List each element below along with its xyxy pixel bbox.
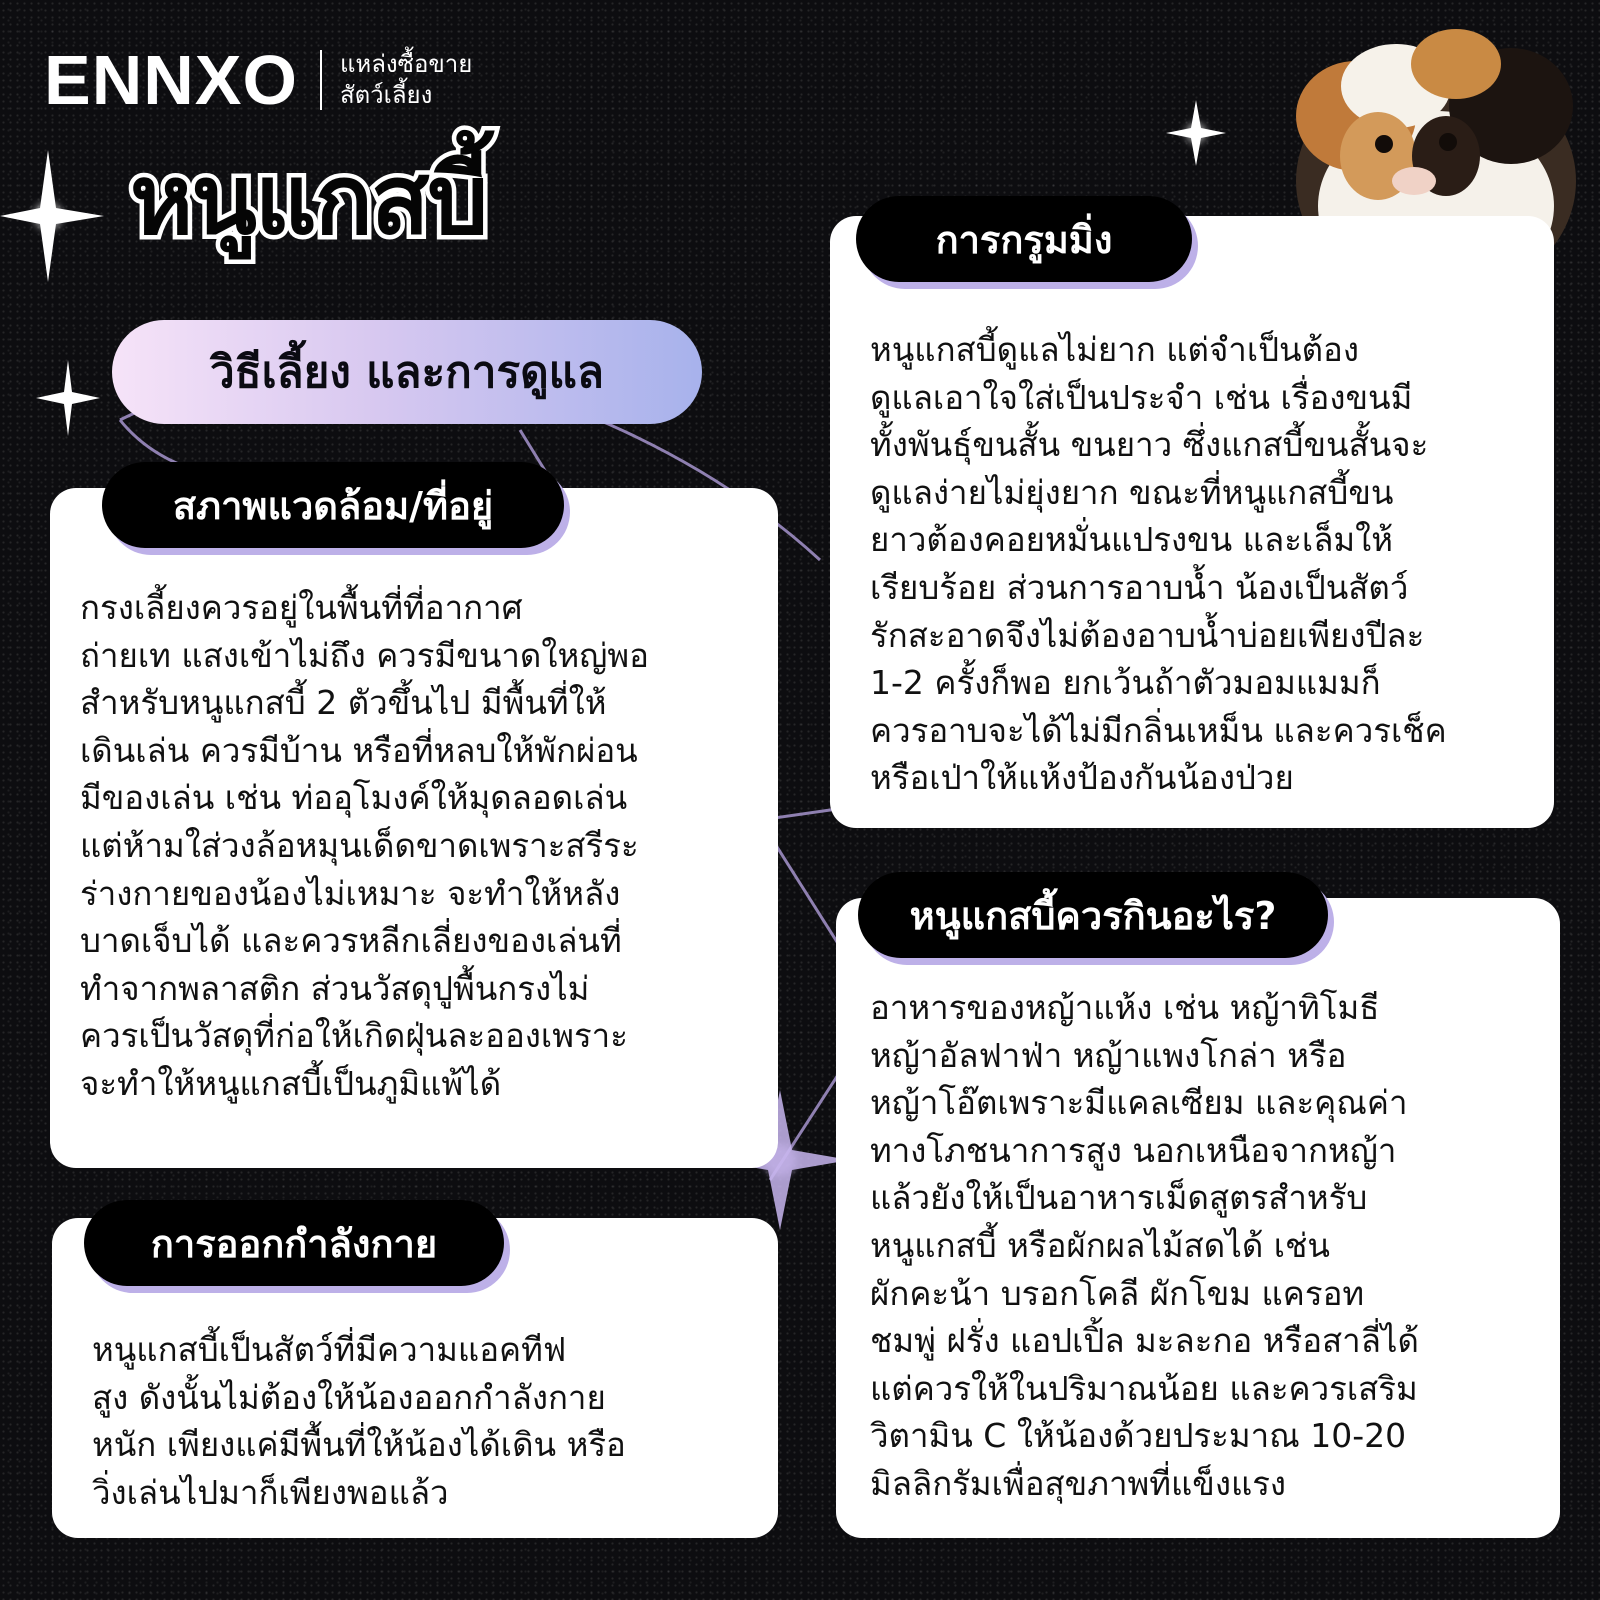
grooming-text: หนูแกสบี้ดูแลไม่ยาก แต่จำเป็นต้อง ดูแลเอาใจใส่เป็นประจำ เช่น เรื่องขนมี ทั้งพันธุ์ขนสั้น ขนยาว ซึ่งแกสบี้ขนสั้นจะ ดูแลง่ายไม่ยุ่งยาก ขณะที่หนูแกสบี้ขน ยาวต้องคอยหมั่นแปรงขน และเล็มให้ เรียบร้อย ส่วนการอาบน้ำ น้องเป็นสัตว์ รักสะอาดจึงไม่ต้องอาบน้ำบ่อยเพียงปีละ 1-2 ครั้งก็พอ ยกเว้นถ้าตัวมอมแมมก็ ควรอาบจะได้ไม่มีกลิ่นเหม็น และควรเช็ค หรือเป่าให้แห้งป้องกันน้องป่วย bbox=[870, 330, 1447, 798]
page-title: หนูแกสบี้ bbox=[130, 144, 487, 256]
exercise-text: หนูแกสบี้เป็นสัตว์ที่มีความแอคทีฟ สูง ดังนั้นไม่ต้องให้น้องออกกำลังกาย หนัก เพียงแค่มีพื้นที่ให้น้องได้เดิน หรือ วิ่งเล่นไปมาก็เพียงพอแล้ว bbox=[92, 1330, 626, 1512]
habitat-label: สภาพแวดล้อม/ที่อยู่ bbox=[102, 462, 564, 548]
exercise-label: การออกกำลังกาย bbox=[84, 1200, 504, 1286]
brand-tagline-line2: สัตว์เลี้ยง bbox=[339, 81, 433, 109]
brand-logo: ENNXO bbox=[44, 41, 298, 119]
food-label: หนูแกสบี้ควรกินอะไร? bbox=[858, 872, 1328, 958]
brand-divider bbox=[320, 50, 322, 110]
habitat-text: กรงเลี้ยงควรอยู่ในพื้นที่ที่อากาศ ถ่ายเท แสงเข้าไม่ถึง ควรมีขนาดใหญ่พอ สำหรับหนูแกสบี้ 2 ตัวขึ้นไป มีพื้นที่ให้ เดินเล่น ควรมีบ้าน หรือที่หลบให้พักผ่อน มีของเล่น เช่น ท่ออุโมงค์ให้มุดลอดเล่น แต่ห้ามใส่วงล้อหมุนเด็ดขาดเพราะสรีระ ร่างกายของน้องไม่เหมาะ จะทำให้หลัง บาดเจ็บได้ และควรหลีกเลี่ยงของเล่นที่ ทำจากพลาสติก ส่วนวัสดุปูพื้นกรงไม่ ควรเป็นวัสดุที่ก่อให้เกิดฝุ่นละอองเพราะ จะทำให้หนูแกสบี้เป็นภูมิแพ้ได้ bbox=[80, 588, 649, 1103]
grooming-label: การกรูมมิ่ง bbox=[856, 196, 1192, 282]
brand-header bbox=[44, 40, 472, 120]
brand-tagline bbox=[340, 49, 472, 111]
food-text: อาหารของหญ้าแห้ง เช่น หญ้าทิโมธี หญ้าอัลฟาฟ่า หญ้าแพงโกล่า หรือ หญ้าโอ๊ตเพราะมีแคลเซียม และคุณค่า ทางโภชนาการสูง นอกเหนือจากหญ้า แล้วยังให้เป็นอาหารเม็ดสูตรสำหรับ หนูแกสบี้ หรือผักผลไม้สดได้ เช่น ผักคะน้า บรอกโคลี ผักโขม แครอท ชมพู่ ฝรั่ง แอปเปิ้ล มะละกอ หรือสาลี่ได้ แต่ควรให้ในปริมาณน้อย และควรเสริม วิตามิน C ให้น้องด้วยประมาณ 10-20 มิลลิกรัมเพื่อสุขภาพที่แข็งแรง bbox=[870, 988, 1419, 1503]
subtitle-pill: วิธีเลี้ยง และการดูแล bbox=[112, 320, 702, 424]
brand-tagline-line1: แหล่งซื้อขาย bbox=[339, 50, 473, 78]
